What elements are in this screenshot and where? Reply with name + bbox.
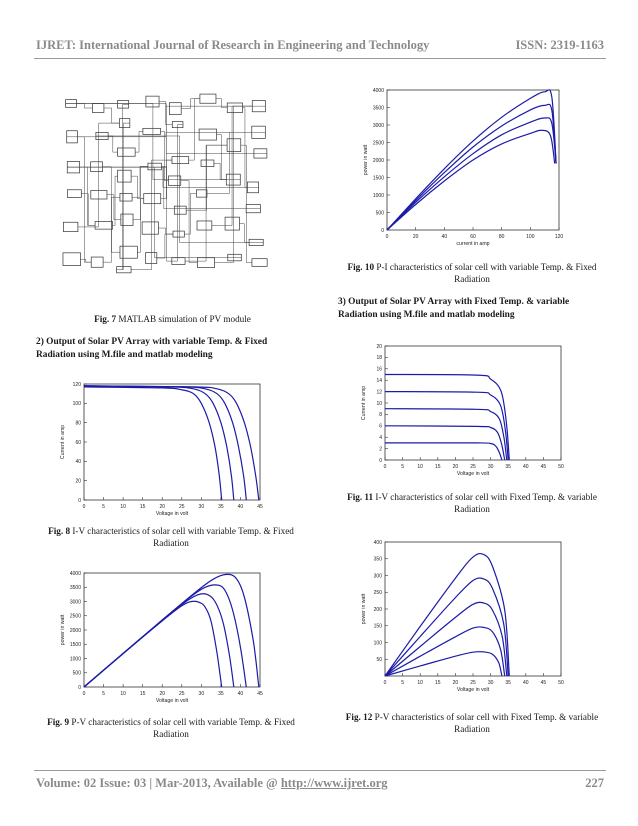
sim-block bbox=[200, 94, 216, 103]
journal-link[interactable]: http://www.ijret.org bbox=[280, 776, 388, 790]
y-tick-label: 500 bbox=[375, 210, 384, 217]
fig10-caption: Fig. 10 P-I characteristics of solar cell with variable Temp. & Fixed Radiation bbox=[347, 262, 597, 284]
x-tick-label: 80 bbox=[498, 234, 505, 240]
x-tick-label: 0 bbox=[385, 234, 389, 240]
x-tick-label: 120 bbox=[554, 234, 564, 240]
sim-block bbox=[67, 190, 81, 198]
y-tick-label: 1000 bbox=[69, 656, 81, 663]
sim-block bbox=[118, 148, 136, 156]
sim-wire bbox=[107, 195, 121, 220]
x-tick-label: 15 bbox=[435, 464, 441, 470]
x-tick-label: 25 bbox=[178, 504, 185, 510]
y-tick-label: 100 bbox=[72, 401, 81, 408]
y-tick-label: 2 bbox=[379, 446, 382, 453]
x-axis-label: current in amp bbox=[456, 241, 490, 247]
x-tick-label: 10 bbox=[120, 691, 126, 697]
sim-block bbox=[91, 162, 103, 172]
sim-block bbox=[174, 206, 186, 214]
x-tick-label: 50 bbox=[558, 680, 564, 686]
sim-wire bbox=[186, 145, 227, 210]
x-tick-label: 5 bbox=[401, 464, 404, 470]
sim-block bbox=[199, 129, 216, 140]
x-tick-label: 35 bbox=[218, 691, 224, 697]
sim-wire bbox=[76, 103, 92, 108]
fig8-chart bbox=[52, 378, 272, 520]
journal-header: IJRET: International Journal of Research in Engineering and Technology bbox=[36, 38, 430, 52]
x-axis-label: Voltage in volt bbox=[456, 687, 490, 693]
sim-block bbox=[169, 103, 181, 115]
x-tick-label: 35 bbox=[505, 680, 511, 686]
x-axis-label: Voltage in volt bbox=[456, 471, 490, 477]
y-tick-label: 3000 bbox=[69, 599, 81, 606]
sim-block bbox=[201, 160, 214, 167]
x-tick-label: 15 bbox=[139, 691, 146, 697]
sim-wire bbox=[80, 259, 91, 262]
sim-wire bbox=[161, 131, 169, 180]
x-tick-label: 35 bbox=[505, 464, 511, 470]
y-tick-label: 3000 bbox=[372, 122, 384, 129]
sim-wire bbox=[112, 176, 117, 225]
sim-block bbox=[196, 190, 207, 197]
sim-wire bbox=[185, 145, 227, 261]
sim-wire bbox=[215, 106, 253, 262]
x-tick-label: 5 bbox=[102, 691, 105, 697]
y-tick-label: 1500 bbox=[372, 175, 384, 182]
sim-block bbox=[143, 128, 161, 134]
y-tick-label: 200 bbox=[373, 606, 382, 613]
x-tick-label: 45 bbox=[540, 680, 547, 686]
y-tick-label: 150 bbox=[373, 623, 382, 630]
x-tick-label: 20 bbox=[159, 691, 166, 697]
x-tick-label: 40 bbox=[441, 234, 448, 240]
y-tick-label: 2000 bbox=[372, 157, 384, 164]
sim-block bbox=[148, 163, 162, 170]
x-tick-label: 30 bbox=[198, 504, 205, 510]
x-tick-label: 45 bbox=[540, 464, 547, 470]
x-tick-label: 40 bbox=[237, 504, 244, 510]
y-tick-label: 80 bbox=[75, 420, 81, 427]
x-tick-label: 5 bbox=[102, 504, 105, 510]
sim-block bbox=[252, 259, 267, 267]
section-2-heading: 2) Output of Solar PV Array with variable Temp. & Fixed Radiation using M.file and matlab modeling bbox=[36, 337, 268, 360]
plot-frame bbox=[385, 542, 561, 676]
x-tick-label: 20 bbox=[452, 680, 459, 686]
x-tick-label: 40 bbox=[523, 680, 529, 686]
y-tick-label: 100 bbox=[373, 640, 382, 647]
y-tick-label: 10 bbox=[376, 400, 382, 407]
x-axis-label: Voltage in volt bbox=[155, 698, 189, 704]
sim-block bbox=[118, 170, 132, 182]
x-tick-label: 25 bbox=[470, 680, 476, 686]
y-tick-label: 60 bbox=[75, 439, 81, 446]
sim-block bbox=[146, 253, 157, 264]
sim-wire bbox=[108, 136, 117, 152]
sim-block bbox=[91, 257, 103, 267]
y-tick-label: 0 bbox=[78, 497, 81, 504]
sim-wire bbox=[217, 135, 227, 180]
sim-block bbox=[120, 193, 132, 201]
y-tick-label: 20 bbox=[75, 478, 81, 485]
sim-block bbox=[63, 253, 81, 266]
plot-frame bbox=[84, 573, 260, 687]
y-tick-label: 14 bbox=[376, 378, 382, 384]
y-tick-label: 300 bbox=[373, 573, 382, 580]
sim-block bbox=[142, 222, 158, 234]
sim-wire bbox=[67, 167, 241, 257]
x-tick-label: 100 bbox=[526, 234, 535, 240]
y-axis-label: power in watt bbox=[361, 593, 367, 625]
y-axis-label: power in watt bbox=[60, 614, 66, 646]
sim-wire bbox=[104, 108, 120, 123]
x-tick-label: 0 bbox=[82, 691, 86, 697]
y-tick-label: 0 bbox=[78, 684, 81, 691]
sim-wire bbox=[77, 137, 91, 262]
y-tick-label: 120 bbox=[72, 381, 81, 388]
sim-block bbox=[63, 222, 77, 231]
x-tick-label: 10 bbox=[417, 464, 423, 470]
y-tick-label: 1500 bbox=[69, 642, 81, 649]
header-rule bbox=[34, 58, 606, 59]
y-tick-label: 50 bbox=[376, 657, 382, 664]
x-tick-label: 35 bbox=[218, 504, 224, 510]
x-tick-label: 15 bbox=[435, 680, 441, 686]
x-tick-label: 45 bbox=[257, 691, 263, 697]
x-tick-label: 0 bbox=[383, 680, 387, 686]
y-tick-label: 0 bbox=[379, 457, 382, 464]
y-tick-label: 250 bbox=[373, 590, 382, 597]
x-tick-label: 40 bbox=[523, 464, 529, 470]
sim-block bbox=[92, 104, 104, 113]
y-tick-label: 16 bbox=[376, 366, 382, 373]
sim-wire bbox=[158, 228, 173, 234]
sim-wire bbox=[135, 131, 143, 152]
plot-frame bbox=[84, 384, 260, 500]
fig9-chart bbox=[52, 567, 272, 707]
x-tick-label: 25 bbox=[178, 691, 185, 697]
fig11-chart bbox=[357, 340, 573, 480]
y-axis-label: Current in amp bbox=[361, 385, 367, 421]
y-tick-label: 40 bbox=[75, 459, 81, 466]
y-tick-label: 4000 bbox=[69, 570, 81, 577]
y-tick-label: 2000 bbox=[69, 627, 81, 634]
x-tick-label: 0 bbox=[383, 464, 387, 470]
y-tick-label: 6 bbox=[379, 423, 382, 430]
y-tick-label: 4000 bbox=[372, 87, 384, 94]
footer-volume-text: Volume: 02 Issue: 03 | Mar-2013, Available @ bbox=[36, 776, 281, 790]
simulink-diagram bbox=[58, 86, 276, 292]
sim-block bbox=[146, 96, 159, 107]
page-number: 227 bbox=[585, 776, 604, 790]
y-tick-label: 18 bbox=[376, 355, 382, 362]
sim-wire bbox=[214, 163, 226, 179]
sim-wire bbox=[157, 234, 173, 258]
x-tick-label: 10 bbox=[120, 504, 126, 510]
y-tick-label: 350 bbox=[373, 556, 382, 563]
sim-wire bbox=[132, 167, 148, 198]
sim-wire bbox=[181, 99, 200, 109]
y-axis-label: Current in amp bbox=[60, 424, 66, 460]
y-tick-label: 2500 bbox=[372, 140, 384, 147]
fig10-chart bbox=[357, 84, 573, 252]
x-tick-label: 30 bbox=[487, 464, 494, 470]
x-tick-label: 60 bbox=[470, 234, 476, 240]
y-tick-label: 3500 bbox=[372, 105, 384, 112]
x-tick-label: 25 bbox=[470, 464, 476, 470]
y-tick-label: 400 bbox=[373, 539, 382, 546]
sim-wire bbox=[181, 181, 198, 263]
y-tick-label: 12 bbox=[376, 389, 382, 396]
fig11-caption: Fig. 11 I-V characteristics of solar cell with Fixed Temp. & variable Radiation bbox=[347, 492, 597, 514]
sim-wire bbox=[117, 104, 129, 269]
y-tick-label: 4 bbox=[379, 435, 382, 441]
sim-block bbox=[144, 194, 161, 204]
fig12-caption: Fig. 12 P-V characteristics of solar cell with Fixed Temp. & variable Radiation bbox=[345, 712, 599, 734]
y-tick-label: 3500 bbox=[69, 585, 81, 592]
sim-block bbox=[197, 221, 212, 230]
y-tick-label: 500 bbox=[72, 670, 81, 677]
x-tick-label: 45 bbox=[257, 504, 263, 510]
x-tick-label: 10 bbox=[417, 680, 423, 686]
x-tick-label: 40 bbox=[237, 691, 244, 697]
fig12-chart bbox=[357, 536, 573, 696]
y-tick-label: 1000 bbox=[372, 192, 384, 199]
x-tick-label: 5 bbox=[401, 680, 404, 686]
footer-rule bbox=[34, 770, 606, 771]
y-tick-label: 20 bbox=[376, 343, 382, 350]
y-tick-label: 2500 bbox=[69, 613, 81, 620]
x-tick-label: 20 bbox=[412, 234, 419, 240]
sim-wire bbox=[131, 176, 144, 198]
fig7-caption: Fig. 7 MATLAB simulation of PV module bbox=[94, 314, 251, 324]
x-tick-label: 15 bbox=[139, 504, 146, 510]
y-axis-label: power in watt bbox=[363, 144, 369, 176]
section-3-heading: 3) Output of Solar PV Array with Fixed Temp. & variable Radiation using M.file and matlab modeling bbox=[338, 297, 570, 320]
sim-block bbox=[169, 176, 181, 185]
footer-volume bbox=[36, 776, 388, 791]
x-tick-label: 20 bbox=[452, 464, 459, 470]
x-tick-label: 0 bbox=[82, 504, 86, 510]
x-tick-label: 20 bbox=[159, 504, 166, 510]
sim-block bbox=[227, 103, 242, 112]
x-tick-label: 30 bbox=[487, 680, 494, 686]
fig9-caption: Fig. 9 P-V characteristics of solar cell with variable Temp. & Fixed Radiation bbox=[47, 717, 295, 739]
x-axis-label: Voltage in volt bbox=[155, 511, 189, 517]
x-tick-label: 50 bbox=[558, 464, 564, 470]
sim-wire bbox=[239, 224, 249, 243]
sim-block bbox=[172, 157, 189, 164]
y-tick-label: 0 bbox=[381, 227, 384, 234]
sim-wire bbox=[172, 125, 183, 262]
sim-block bbox=[95, 221, 112, 229]
sim-wire bbox=[67, 167, 260, 208]
y-tick-label: 8 bbox=[379, 412, 382, 419]
fig8-caption: Fig. 8 I-V characteristics of solar cell with variable Temp. & Fixed Radiation bbox=[48, 526, 294, 548]
sim-block bbox=[173, 231, 184, 237]
issn: ISSN: 2319-1163 bbox=[515, 38, 604, 52]
x-tick-label: 30 bbox=[198, 691, 205, 697]
sim-wire bbox=[243, 108, 248, 188]
